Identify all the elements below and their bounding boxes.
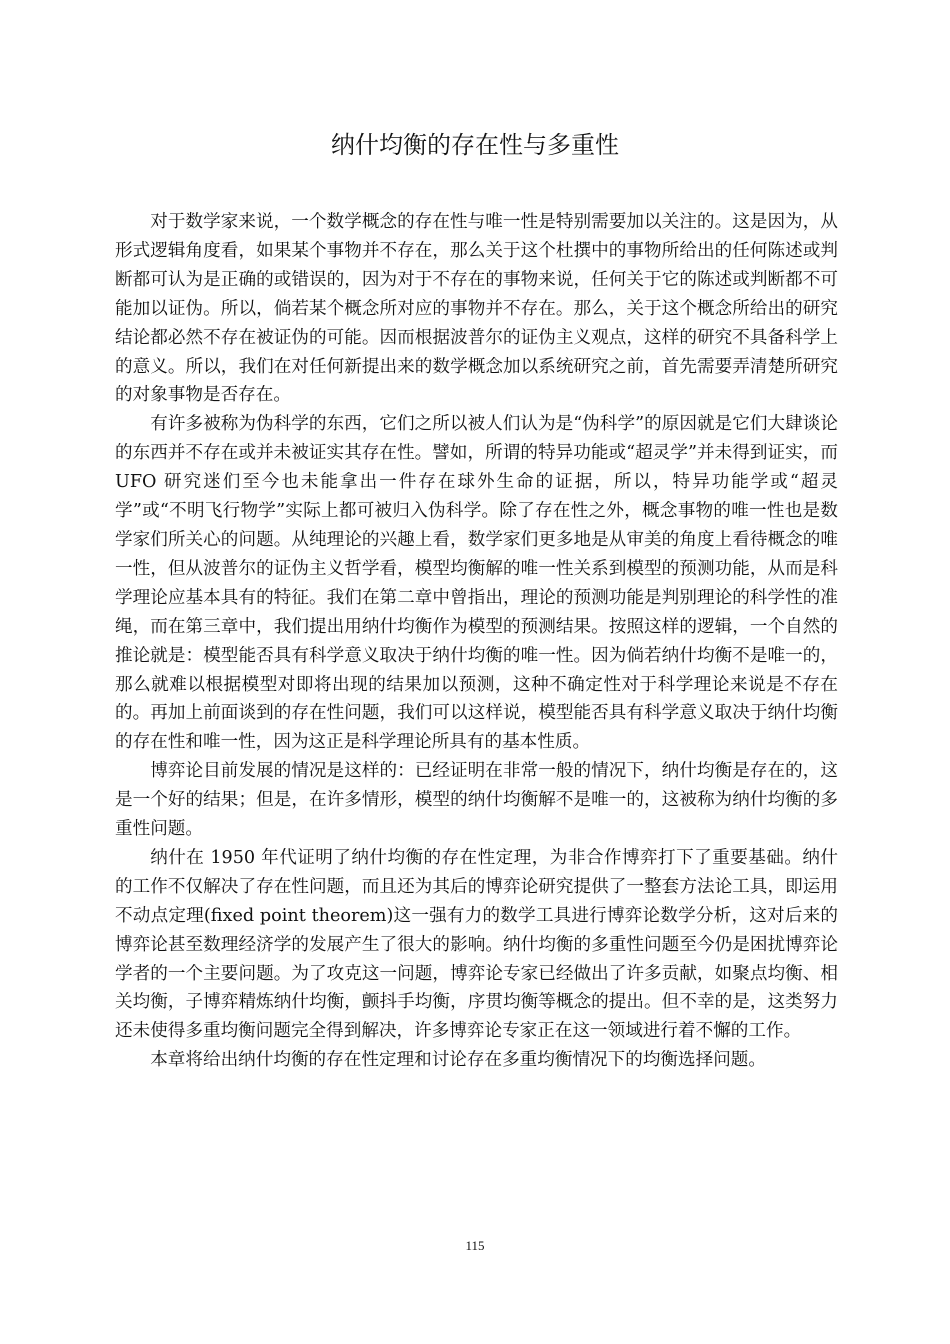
body-text: [115, 208, 838, 1075]
page-number: 115: [465, 1238, 485, 1253]
paragraph-4: 纳什在 1950 年代证明了纳什均衡的存在性定理，为非合作博弈打下了重要基础。纳什的工作不仅解决了存在性问题，而且还为其后的博弈论研究提供了一整套方法论工具，即运用不动点定理(fixed point theorem)这一强有力的数学工具进行博弈论数学分析，这对后来的博弈论甚至数理经济学的发展产生了很大的影响。纳什均衡的多重性问题至今仍是困扰博弈论学者的一个主要问题。为了攻克这一问题，博弈论专家已经做出了许多贡献，如聚点均衡、相关均衡，子博弈精炼纳什均衡，颤抖手均衡，序贯均衡等概念的提出。但不幸的是，这类努力还未使得多重均衡问题完全得到解决，许多博弈论专家正在这一领域进行着不懈的工作。: [115, 847, 838, 1042]
paragraph-3: 博弈论目前发展的情况是这样的：已经证明在非常一般的情况下，纳什均衡是存在的，这是一个好的结果；但是，在许多情形，模型的纳什均衡解不是唯一的，这被称为纳什均衡的多重性问题。: [115, 761, 838, 840]
page-title: 纳什均衡的存在性与多重性: [331, 131, 619, 159]
paragraph-1: 对于数学家来说，一个数学概念的存在性与唯一性是特别需要加以关注的。这是因为，从形式逻辑角度看，如果某个事物并不存在，那么关于这个杜撰中的事物所给出的任何陈述或判断都可认为是正确的或错误的，因为对于不存在的事物来说，任何关于它的陈述或判断都不可能加以证伪。所以，倘若某个概念所对应的事物并不存在。那么，关于这个概念所给出的研究结论都必然不存在被证伪的可能。因而根据波普尔的证伪主义观点，这样的研究不具备科学上的意义。所以，我们在对任何新提出来的数学概念加以系统研究之前，首先需要弄清楚所研究的对象事物是否存在。: [115, 212, 838, 406]
paragraph-2: 有许多被称为伪科学的东西，它们之所以被人们认为是“伪科学”的原因就是它们大肆谈论的东西并不存在或并未被证实其存在性。譬如，所谓的特异功能或“超灵学”并未得到证实，而 UFO 研究迷们至今也未能拿出一件存在球外生命的证据，所以，特异功能学或“超灵学”或“不明飞行物学”实际上都可被归入伪科学。除了存在性之外，概念事物的唯一性也是数学家们所关心的问题。从纯理论的兴趣上看，数学家们更多地是从审美的角度上看待概念的唯一性，但从波普尔的证伪主义哲学看，模型均衡解的唯一性关系到模型的预测功能，从而是科学理论应基本具有的特征。我们在第二章中曾指出，理论的预测功能是判别理论的科学性的准绳，而在第三章中，我们提出用纳什均衡作为模型的预测结果。按照这样的逻辑，一个自然的推论就是：模型能否具有科学意义取决于纳什均衡的唯一性。因为倘若纳什均衡不是唯一的，那么就难以根据模型对即将出现的结果加以预测，这种不确定性对于科学理论来说是不存在的。再加上前面谈到的存在性问题，我们可以这样说，模型能否具有科学意义取决于纳什均衡的存在性和唯一性，因为这正是科学理论所具有的基本性质。: [115, 414, 838, 753]
paragraph-5: 本章将给出纳什均衡的存在性定理和讨论存在多重均衡情况下的均衡选择问题。: [150, 1050, 766, 1071]
